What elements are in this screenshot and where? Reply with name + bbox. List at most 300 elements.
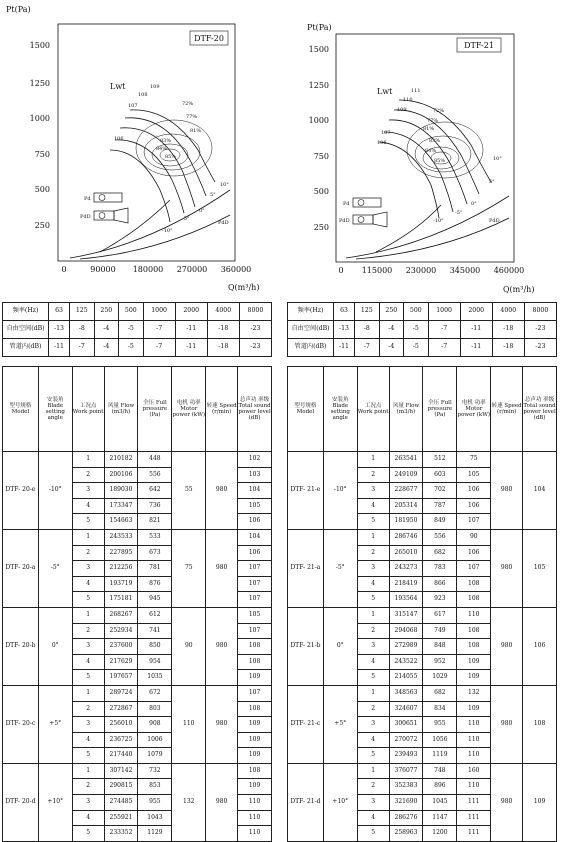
column-header: 电机 功率 Motor power (kW) [172,367,206,452]
efficiency-labels [156,101,201,160]
table-row [288,763,557,779]
flow-cell: 290815 [104,779,138,795]
table-row [3,607,272,623]
eff-label: 72% [182,101,194,107]
freq-cell: 管道内(dB) [288,339,334,357]
column-header: 型号规格 Model [3,367,39,452]
freq-cell: -23 [524,339,556,357]
pressure-cell: 849 [423,514,457,530]
speed-cell: 980 [491,529,523,607]
column-header: 转速 Speed (r/min) [206,367,238,452]
column-header: 安装角 Blade setting angle [323,367,357,452]
freq-cell: 8000 [524,303,556,321]
pressure-cell: 1043 [138,810,172,826]
work-point-cell: 5 [357,748,389,764]
model-cell: DTF- 20-b [3,607,39,685]
curve-10 [130,110,215,182]
freq-cell: -5 [404,321,429,339]
sound-cell: 106 [238,545,272,561]
flow-cell: 243273 [389,561,423,577]
freq-cell: -7 [143,339,175,357]
flow-cell: 268267 [104,607,138,623]
flow-cell: 255921 [104,810,138,826]
work-point-cell: 4 [72,654,104,670]
freq-cell: 频率(Hz) [288,303,334,321]
freq-cell: -8 [70,321,95,339]
power-cell: 111 [457,826,491,842]
angle-labels [162,182,229,234]
eff-label: 84% [425,148,437,154]
speed-cell: 980 [491,685,523,763]
model-label: DTF-20 [194,34,224,43]
fan-pdd-icon [80,208,128,223]
pressure-cell: 834 [423,701,457,717]
power-cell: 106 [457,483,491,499]
speed-cell: 980 [491,763,523,841]
power-cell: 132 [172,763,206,841]
work-point-cell: 4 [357,810,389,826]
sound-cell: 109 [238,732,272,748]
x-tick: 345000 [449,266,481,275]
model-cell: DTF- 21-d [288,763,324,841]
column-header: 风量 Flow (m3/h) [104,367,138,452]
pressure-cell: 896 [423,779,457,795]
angle-label: -5° [182,216,190,222]
freq-cell: -4 [379,339,404,357]
freq-cell: 500 [404,303,429,321]
pressure-cell: 642 [138,483,172,499]
pressure-cell: 850 [138,639,172,655]
x-ticks [362,266,525,275]
work-point-cell: 3 [72,483,104,499]
flow-cell: 243522 [389,654,423,670]
angle-label: 10° [493,156,502,162]
freq-cell: 2000 [460,303,492,321]
power-cell: 110 [172,685,206,763]
work-point-cell: 5 [72,670,104,686]
pressure-cell: 556 [423,529,457,545]
table-row [288,607,557,623]
angle-label: 0° [199,208,205,214]
pressure-cell: 512 [423,452,457,468]
flow-cell: 227895 [104,545,138,561]
header-row [3,367,272,452]
work-point-cell: 3 [72,639,104,655]
work-point-cell: 2 [357,623,389,639]
work-point-cell: 2 [72,623,104,639]
work-point-cell: 3 [72,717,104,733]
freq-cell: -7 [143,321,175,339]
pressure-cell: 1129 [138,826,172,842]
angle-cell: +10° [38,763,72,841]
chart-dtf21 [281,0,561,300]
table-row [3,452,272,468]
y-tick: 250 [313,223,329,232]
table-row [288,685,557,701]
work-point-cell: 4 [72,732,104,748]
eff-label: 84% [156,146,168,152]
flow-cell: 270072 [389,732,423,748]
power-cell: 110 [457,607,491,623]
perf-table-dtf21 [287,366,557,842]
pd-curve [346,196,509,258]
power-cell: 111 [457,810,491,826]
angle-labels [433,156,502,224]
pressure-cell: 955 [138,795,172,811]
power-cell: 110 [457,779,491,795]
pressure-cell: 556 [138,467,172,483]
model-cell: DTF- 20-d [3,763,39,841]
flow-cell: 324607 [389,701,423,717]
y-tick: 1000 [29,114,50,123]
y-tick: 500 [34,185,50,194]
flow-cell: 154663 [104,514,138,530]
table-row [3,763,272,779]
curve-0 [389,120,467,204]
work-point-cell: 5 [72,514,104,530]
freq-cell: -13 [49,321,70,339]
column-header: 总声功 率级 Total sound power level (dB) [238,367,272,452]
work-point-cell: 1 [72,452,104,468]
freq-cell: -7 [70,339,95,357]
x-ticks [90,265,251,274]
pressure-cell: 748 [423,763,457,779]
freq-cell: -11 [334,339,355,357]
freq-row [288,303,557,321]
freq-cell: 63 [334,303,355,321]
flow-cell: 352383 [389,779,423,795]
chart-dtf20-svg [0,0,280,300]
sound-cell: 108 [238,639,272,655]
flow-cell: 294068 [389,623,423,639]
flow-cell: 258963 [389,826,423,842]
freq-cell: -11 [460,321,492,339]
pdd-curve-label: PdD [218,220,229,226]
y-tick: 0 [61,265,67,274]
curve-m5 [115,140,184,213]
work-point-cell: 4 [72,576,104,592]
freq-cell: 2000 [175,303,207,321]
lwt-label: Lwt [377,87,393,96]
perf-table-dtf20 [2,366,272,842]
work-point-cell: 1 [357,685,389,701]
eff-label: 77% [427,118,439,124]
freq-cell: 125 [70,303,95,321]
model-cell: DTF- 20-a [3,529,39,607]
speed-cell: 980 [206,607,238,685]
work-point-cell: 5 [72,826,104,842]
freq-cell: -4 [94,321,119,339]
pressure-cell: 1035 [138,670,172,686]
freq-cell: 自由空间(dB) [288,321,334,339]
sound-cell: 107 [238,561,272,577]
sound-cell: 106 [523,607,557,685]
pressure-cell: 741 [138,623,172,639]
sound-label: 106 [114,136,124,142]
flow-cell: 181950 [389,514,423,530]
column-header: 转速 Speed (r/min) [491,367,523,452]
freq-cell: 63 [49,303,70,321]
y-ticks [30,41,67,274]
flow-cell: 249109 [389,467,423,483]
freq-row [3,303,272,321]
power-cell: 132 [457,685,491,701]
sound-cell: 109 [238,670,272,686]
freq-cell: 管道内(dB) [3,339,49,357]
x-tick: 460000 [493,266,525,275]
flow-cell: 252934 [104,623,138,639]
pd-label: Pd [84,196,91,202]
eff-label: 85% [434,158,446,164]
freq-cell: -4 [379,321,404,339]
freq-cell: 125 [355,303,380,321]
sound-cell: 110 [238,826,272,842]
flow-cell: 193719 [104,576,138,592]
pressure-cell: 682 [423,545,457,561]
freq-table-dtf20 [2,302,272,357]
work-point-cell: 3 [357,639,389,655]
flow-cell: 214055 [389,670,423,686]
power-cell: 105 [457,467,491,483]
angle-cell: 0° [323,607,357,685]
x-tick: 180000 [132,265,164,274]
model-cell: DTF- 21-b [288,607,324,685]
work-point-cell: 2 [357,545,389,561]
freq-cell: 1000 [428,303,460,321]
pressure-cell: 945 [138,592,172,608]
pressure-cell: 1147 [423,810,457,826]
power-cell: 109 [457,670,491,686]
y-tick: 1500 [308,45,329,54]
pressure-cell: 866 [423,576,457,592]
sound-label: 110 [403,97,413,103]
flow-cell: 218419 [389,576,423,592]
column-header: 电机 功率 Motor power (kW) [457,367,491,452]
sound-cell: 107 [238,576,272,592]
speed-cell: 980 [206,763,238,841]
flow-cell: 289724 [104,685,138,701]
sound-label: 106 [377,140,387,146]
y-tick: 750 [313,152,329,161]
pressure-cell: 736 [138,498,172,514]
angle-label: 0° [471,201,477,207]
power-cell: 108 [457,576,491,592]
work-point-cell: 1 [357,607,389,623]
work-point-cell: 4 [72,810,104,826]
power-cell: 75 [457,452,491,468]
flow-cell: 263541 [389,452,423,468]
work-point-cell: 5 [357,826,389,842]
freq-table-body [3,303,272,357]
sound-cell: 107 [238,623,272,639]
column-header: 总声功 率级 Total sound power level (dB) [523,367,557,452]
angle-label: 5° [210,192,216,198]
pressure-cell: 533 [138,529,172,545]
power-cell: 108 [457,623,491,639]
power-cell: 109 [457,701,491,717]
flow-cell: 189030 [104,483,138,499]
freq-cell: 500 [119,303,144,321]
sound-cell: 103 [238,467,272,483]
perf-table-head [288,367,557,452]
pressure-cell: 702 [423,483,457,499]
freq-cell: -18 [207,321,239,339]
pdd-label: PdD [80,214,91,220]
angle-label: -5° [455,210,463,216]
eff-label: 83% [429,138,441,144]
work-point-cell: 4 [357,732,389,748]
work-point-cell: 4 [357,576,389,592]
pressure-cell: 672 [138,685,172,701]
efficiency-contours [407,122,483,178]
sound-cell: 107 [238,685,272,701]
work-point-cell: 1 [72,763,104,779]
pressure-cell: 612 [138,607,172,623]
freq-cell: -7 [355,339,380,357]
freq-cell: -7 [428,339,460,357]
angle-cell: -10° [38,452,72,530]
sound-cell: 110 [238,795,272,811]
work-point-cell: 2 [357,779,389,795]
work-point-cell: 1 [357,763,389,779]
pressure-cell: 803 [138,701,172,717]
sound-labels [377,88,421,146]
work-point-cell: 1 [72,607,104,623]
perf-table-head [3,367,272,452]
work-point-cell: 2 [72,779,104,795]
chart-dtf20 [0,0,280,300]
x-tick: 230000 [405,266,437,275]
freq-cell: -11 [175,321,207,339]
freq-table-body [288,303,557,357]
sound-cell: 108 [238,763,272,779]
freq-cell: -11 [175,339,207,357]
pressure-cell: 955 [423,717,457,733]
pdd-label: PdD [339,218,350,224]
power-cell: 160 [457,763,491,779]
freq-cell: -5 [119,321,144,339]
sound-cell: 102 [238,452,272,468]
pressure-cell: 821 [138,514,172,530]
column-header: 型号规格 Model [288,367,324,452]
pressure-cell: 603 [423,467,457,483]
sound-cell: 107 [238,592,272,608]
flow-cell: 256010 [104,717,138,733]
flow-cell: 200106 [104,467,138,483]
flow-cell: 272989 [389,639,423,655]
pressure-cell: 1045 [423,795,457,811]
flow-cell: 274485 [104,795,138,811]
pressure-cell: 1200 [423,826,457,842]
freq-cell: -18 [492,339,524,357]
work-point-cell: 1 [357,452,389,468]
flow-cell: 286746 [389,529,423,545]
work-point-cell: 4 [72,498,104,514]
power-cell: 106 [457,545,491,561]
pressure-cell: 1119 [423,748,457,764]
flow-cell: 205314 [389,498,423,514]
flow-cell: 272867 [104,701,138,717]
pressure-cell: 923 [423,592,457,608]
work-point-cell: 2 [357,701,389,717]
work-point-cell: 2 [357,467,389,483]
freq-cell: -5 [119,339,144,357]
flow-cell: 228677 [389,483,423,499]
model-cell: DTF- 21-c [288,685,324,763]
eff-label: 85% [165,154,177,160]
eff-81 [407,122,483,178]
work-point-cell: 5 [357,514,389,530]
eff-83 [415,136,471,172]
power-cell: 107 [457,514,491,530]
power-cell: 110 [457,748,491,764]
power-cell: 110 [457,717,491,733]
flow-cell: 376077 [389,763,423,779]
y-tick: 1250 [308,81,329,90]
power-cell: 106 [457,498,491,514]
freq-cell: 自由空间(dB) [3,321,49,339]
pressure-cell: 848 [423,639,457,655]
work-point-cell: 2 [72,467,104,483]
speed-cell: 980 [206,452,238,530]
freq-cell: -4 [94,339,119,357]
freq-row [288,321,557,339]
y-tick: 1000 [308,116,329,125]
eff-label: 72% [433,108,445,114]
work-point-cell: 4 [357,498,389,514]
eff-label: 77% [186,114,198,120]
column-header: 工况点 Work point [72,367,104,452]
power-cell: 75 [172,529,206,607]
fan-pd-icon [343,198,381,207]
power-cell: 109 [457,654,491,670]
sound-cell: 108 [523,685,557,763]
sound-label: 111 [411,88,421,94]
column-header: 全压 Full pressure (Pa) [138,367,172,452]
sound-cell: 108 [238,654,272,670]
flow-cell: 236725 [104,732,138,748]
sound-cell: 105 [238,498,272,514]
flow-cell: 233352 [104,826,138,842]
power-cell: 107 [457,561,491,577]
flow-cell: 237600 [104,639,138,655]
sound-cell: 104 [238,483,272,499]
power-cell: 110 [457,732,491,748]
pressure-curves [70,110,230,259]
sound-cell: 104 [523,452,557,530]
pressure-cell: 682 [423,685,457,701]
power-cell: 90 [457,529,491,545]
sound-label: 109 [397,107,407,113]
work-point-cell: 3 [72,561,104,577]
sound-cell: 104 [238,529,272,545]
work-point-cell: 1 [72,685,104,701]
pressure-cell: 673 [138,545,172,561]
work-point-cell: 1 [72,529,104,545]
perf-table-body [288,452,557,842]
work-point-cell: 5 [357,670,389,686]
flow-cell: 265010 [389,545,423,561]
freq-cell: 250 [379,303,404,321]
y-tick: 1500 [29,41,50,50]
flow-cell: 348563 [389,685,423,701]
angle-label: -10° [162,228,173,234]
angle-cell: -5° [38,529,72,607]
freq-cell: -23 [239,321,271,339]
flow-cell: 239493 [389,748,423,764]
freq-cell: -11 [49,339,70,357]
flow-cell: 175181 [104,592,138,608]
